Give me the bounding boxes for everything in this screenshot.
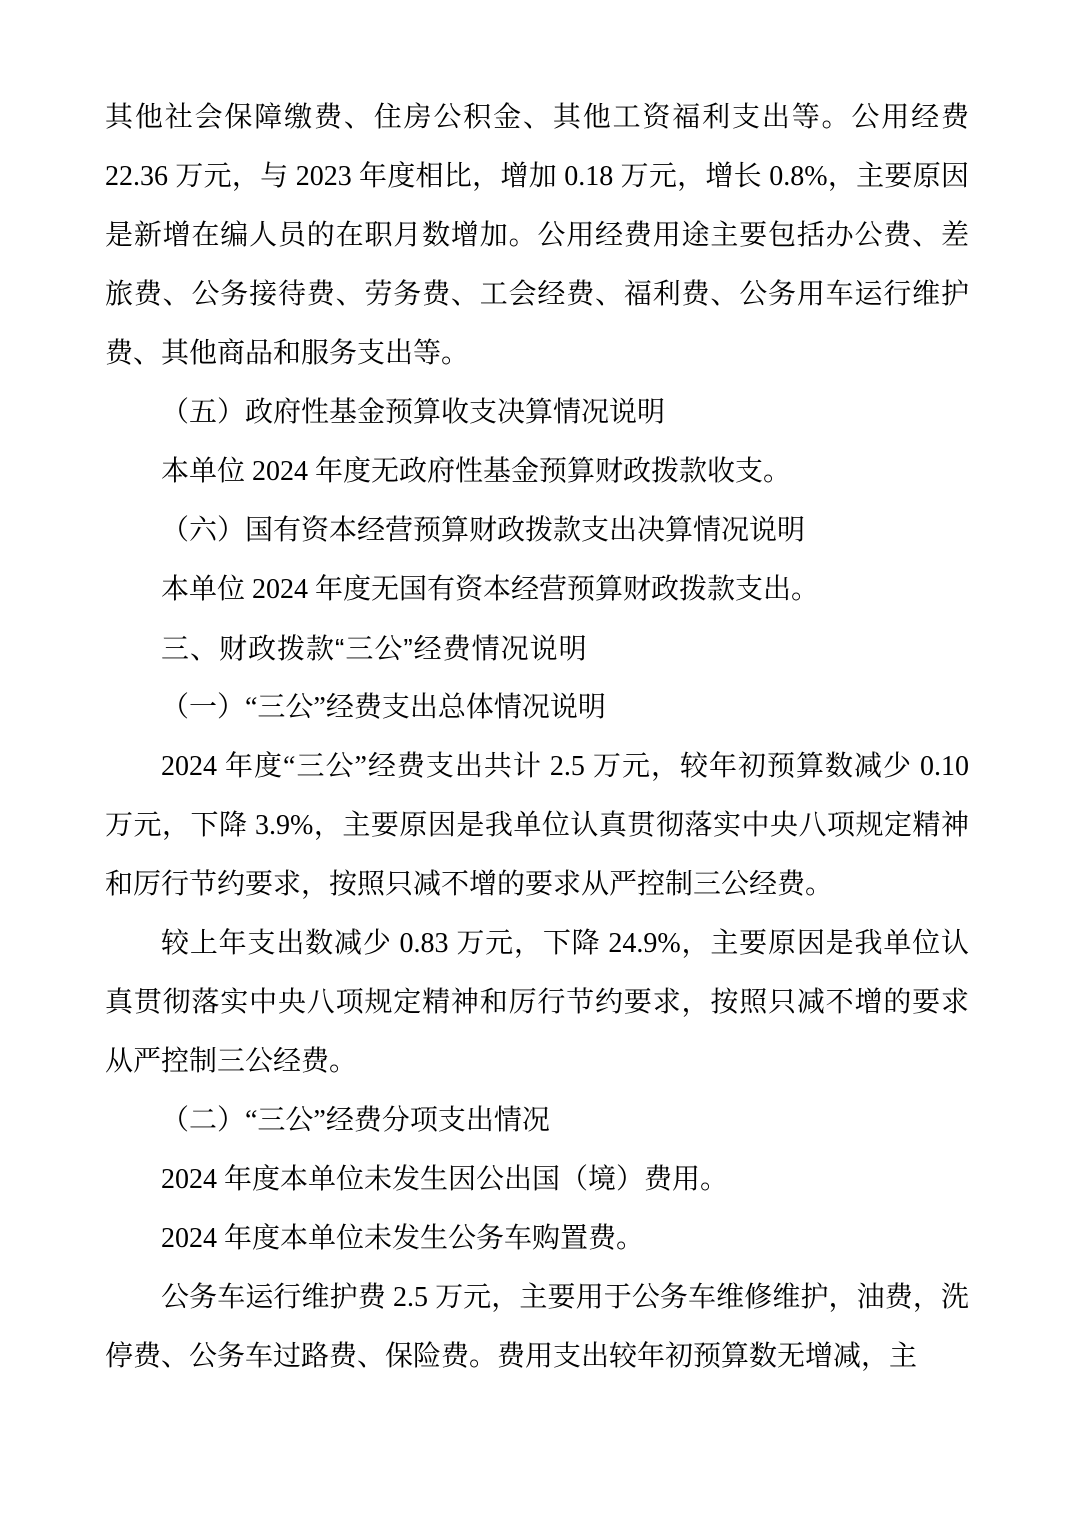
paragraph-vehicle-maintenance-fee: 公务车运行维护费 2.5 万元，主要用于公务车维修维护，油费，洗停费、公务车过路费、保险费。费用支出较年初预算数无增减，主 <box>105 1282 969 1372</box>
heading-sub-one-overall-expense: （一）“三公”经费支出总体情况说明 <box>161 692 606 723</box>
paragraph-section-six-no-state-capital: 本单位 2024 年度无国有资本经营预算财政拨款支出。 <box>161 574 820 605</box>
paragraph-overall-vs-budget: 2024 年度“三公”经费支出共计 2.5 万元，较年初预算数减少 0.10 万元，下降 3.9%，主要原因是我单位认真贯彻落实中央八项规定精神和厉行节约要求，按照只减不增的要求从严控制三公经费。 <box>105 751 969 900</box>
heading-section-five-government-fund-budget: （五）政府性基金预算收支决算情况说明 <box>161 397 666 428</box>
paragraph-overall-vs-previous-year: 较上年支出数减少 0.83 万元，下降 24.9%，主要原因是我单位认真贯彻落实中央八项规定精神和厉行节约要求，按照只减不增的要求从严控制三公经费。 <box>105 928 969 1077</box>
paragraph-public-expense-continued: 其他社会保障缴费、住房公积金、其他工资福利支出等。公用经费 22.36 万元，与 2023 年度相比，增加 0.18 万元，增长 0.8%，主要原因是新增在编人员的在职月数增加。公用经费用途主要包括办公费、差旅费、公务接待费、劳务费、工会经费、福利费、公务用车运行维护费、其他商品和服务支出等。 <box>105 102 969 369</box>
paragraph-section-five-no-fund: 本单位 2024 年度无政府性基金预算财政拨款收支。 <box>161 456 792 487</box>
document-text-block <box>105 88 969 1386</box>
heading-part-three-sangong-funds: 三、财政拨款“三公”经费情况说明 <box>161 633 588 664</box>
heading-section-six-state-capital-budget: （六）国有资本经营预算财政拨款支出决算情况说明 <box>161 515 806 546</box>
heading-sub-two-itemized-expense: （二）“三公”经费分项支出情况 <box>161 1105 550 1136</box>
paragraph-no-vehicle-purchase: 2024 年度本单位未发生公务车购置费。 <box>161 1223 645 1254</box>
paragraph-no-abroad-fee: 2024 年度本单位未发生因公出国（境）费用。 <box>161 1164 729 1195</box>
